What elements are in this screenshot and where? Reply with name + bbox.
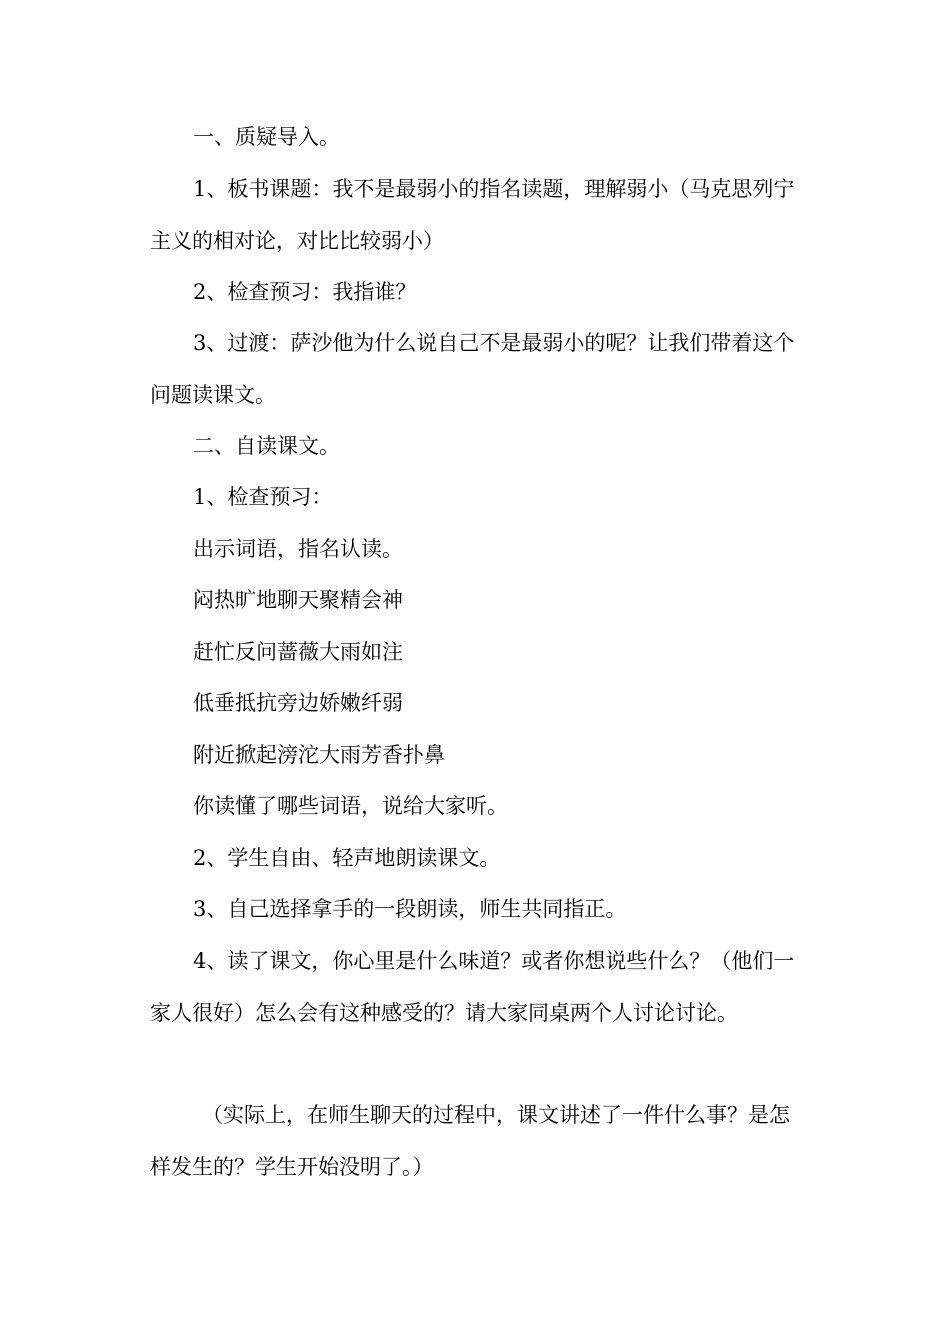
paragraph: 1、检查预习：	[193, 485, 333, 509]
word-list-line: 赶忙反问蔷薇大雨如注	[193, 640, 403, 664]
paragraph: 4、读了课文，你心里是什么味道？或者你想说些什么？（他们一家人很好）怎么会有这种感受的？请大家同桌两个人讨论讨论。	[150, 949, 795, 1025]
paragraph: 你读懂了哪些词语，说给大家听。	[193, 794, 508, 818]
section-heading-2: 二、自读课文。	[193, 434, 340, 458]
section-heading-1: 一、质疑导入。	[193, 125, 340, 149]
word-list-line: 附近掀起滂沱大雨芳香扑鼻	[193, 743, 445, 767]
paragraph: 3、过渡：萨沙他为什么说自己不是最弱小的呢？让我们带着这个问题读课文。	[150, 331, 795, 407]
paragraph: 3、自己选择拿手的一段朗读，师生共同指正。	[193, 897, 627, 921]
paragraph: （实际上，在师生聊天的过程中，课文讲述了一件什么事？是怎样发生的？学生开始没明了。）	[150, 1103, 790, 1179]
paragraph: 1、板书课题：我不是最弱小的指名读题，理解弱小（马克思列宁主义的相对论，对比比较弱小）	[150, 177, 795, 253]
paragraph: 2、学生自由、轻声地朗读课文。	[193, 846, 501, 870]
paragraph: 出示词语，指名认读。	[193, 537, 403, 561]
paragraph: 2、检查预习：我指谁？	[193, 280, 417, 304]
word-list-line: 低垂抵抗旁边娇嫩纤弱	[193, 691, 403, 715]
word-list-line: 闷热旷地聊天聚精会神	[193, 588, 403, 612]
